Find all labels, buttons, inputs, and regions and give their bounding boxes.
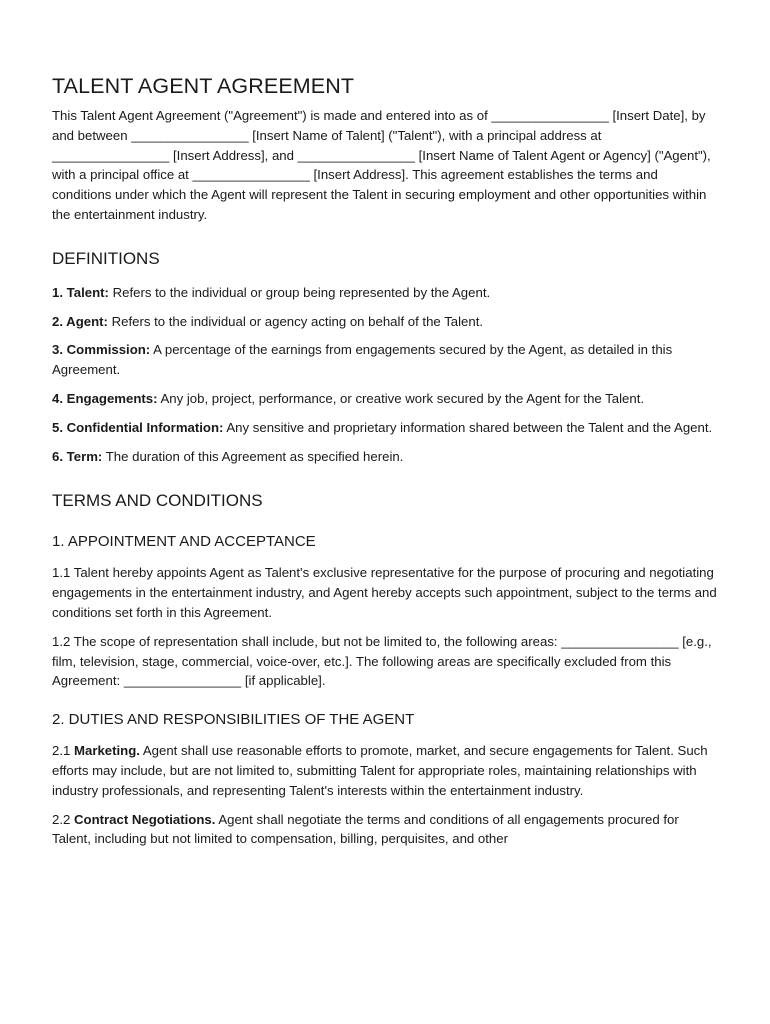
clause-text: Agent shall use reasonable efforts to promote, market, and secure engagements for Talent. Such efforts may include, but are not limited to, submitting Talent for appropriate roles, maintaining relationships with industry professionals, and representing Talent's interests within the entertainment industry. bbox=[52, 743, 708, 798]
clause-label: Contract Negotiations. bbox=[74, 811, 216, 827]
definition-item bbox=[52, 418, 718, 438]
section-1-heading: 1. APPOINTMENT AND ACCEPTANCE bbox=[52, 533, 316, 551]
definition-text: Any job, project, performance, or creative work secured by the Agent for the Talent. bbox=[157, 390, 645, 406]
clause-label: Marketing. bbox=[74, 743, 140, 759]
definition-term: 2. Agent: bbox=[52, 313, 108, 329]
definition-term: 4. Engagements: bbox=[52, 390, 158, 406]
clause-number: 2.2 bbox=[52, 811, 74, 827]
definition-term: 1. Talent: bbox=[52, 284, 109, 300]
definition-text: A percentage of the earnings from engagements secured by the Agent, as detailed in this Agreement. bbox=[52, 342, 673, 378]
section-2-heading: 2. DUTIES AND RESPONSIBILITIES OF THE AGENT bbox=[52, 711, 415, 729]
clause-1-2: 1.2 The scope of representation shall include, but not be limited to, the following areas: ________________ [e.g., film, television, stage, commercial, voice-over, etc.]. The following areas are specifically excluded from this Agreement: ________________ [if applicable]. bbox=[52, 633, 712, 689]
definition-term: 6. Term: bbox=[52, 448, 103, 464]
clause-2-2 bbox=[52, 810, 718, 850]
clause-1-1: 1.1 Talent hereby appoints Agent as Talent's exclusive representative for the purpose of procuring and negotiating engagements in the entertainment industry, and Agent hereby accepts such appointment, subject to the terms and conditions set forth in this Agreement. bbox=[52, 565, 717, 620]
definition-text: Any sensitive and proprietary information shared between the Talent and the Agent. bbox=[223, 419, 713, 435]
definition-item bbox=[52, 283, 718, 303]
terms-heading: TERMS AND CONDITIONS bbox=[52, 491, 263, 511]
intro-paragraph: This Talent Agent Agreement ("Agreement") is made and entered into as of ________________ [Insert Date], by and between ________________ [Insert Name of Talent] ("Talent"), with a principal address at ________________ [Insert Address], and ________________ [Insert Name of Talent Agent or Agency] ("Agent"), with a principal office at ________________ [Insert Address]. This agreement establishes the terms and conditions under which the Agent will represent the Talent in securing employment and other opportunities within the entertainment industry. bbox=[52, 108, 711, 222]
definition-item bbox=[52, 312, 718, 332]
document-page bbox=[52, 74, 718, 858]
definition-text: Refers to the individual or group being represented by the Agent. bbox=[108, 284, 491, 300]
clause-text: Agent shall negotiate the terms and conditions of all engagements procured for Talent, including but not limited to compensation, billing, perquisites, and other bbox=[52, 811, 679, 847]
clause-2-1 bbox=[52, 741, 718, 800]
definition-text: Refers to the individual or agency acting on behalf of the Talent. bbox=[107, 313, 484, 329]
definitions-heading: DEFINITIONS bbox=[52, 248, 160, 268]
definition-term: 3. Commission: bbox=[52, 342, 151, 358]
definition-item bbox=[52, 340, 718, 380]
document-title: TALENT AGENT AGREEMENT bbox=[52, 74, 355, 98]
definition-text: The duration of this Agreement as specified herein. bbox=[102, 448, 404, 464]
definitions-list bbox=[52, 283, 718, 467]
definition-item bbox=[52, 389, 718, 409]
definition-term: 5. Confidential Information: bbox=[52, 419, 224, 435]
clause-number: 2.1 bbox=[52, 743, 74, 759]
definition-item bbox=[52, 447, 718, 467]
